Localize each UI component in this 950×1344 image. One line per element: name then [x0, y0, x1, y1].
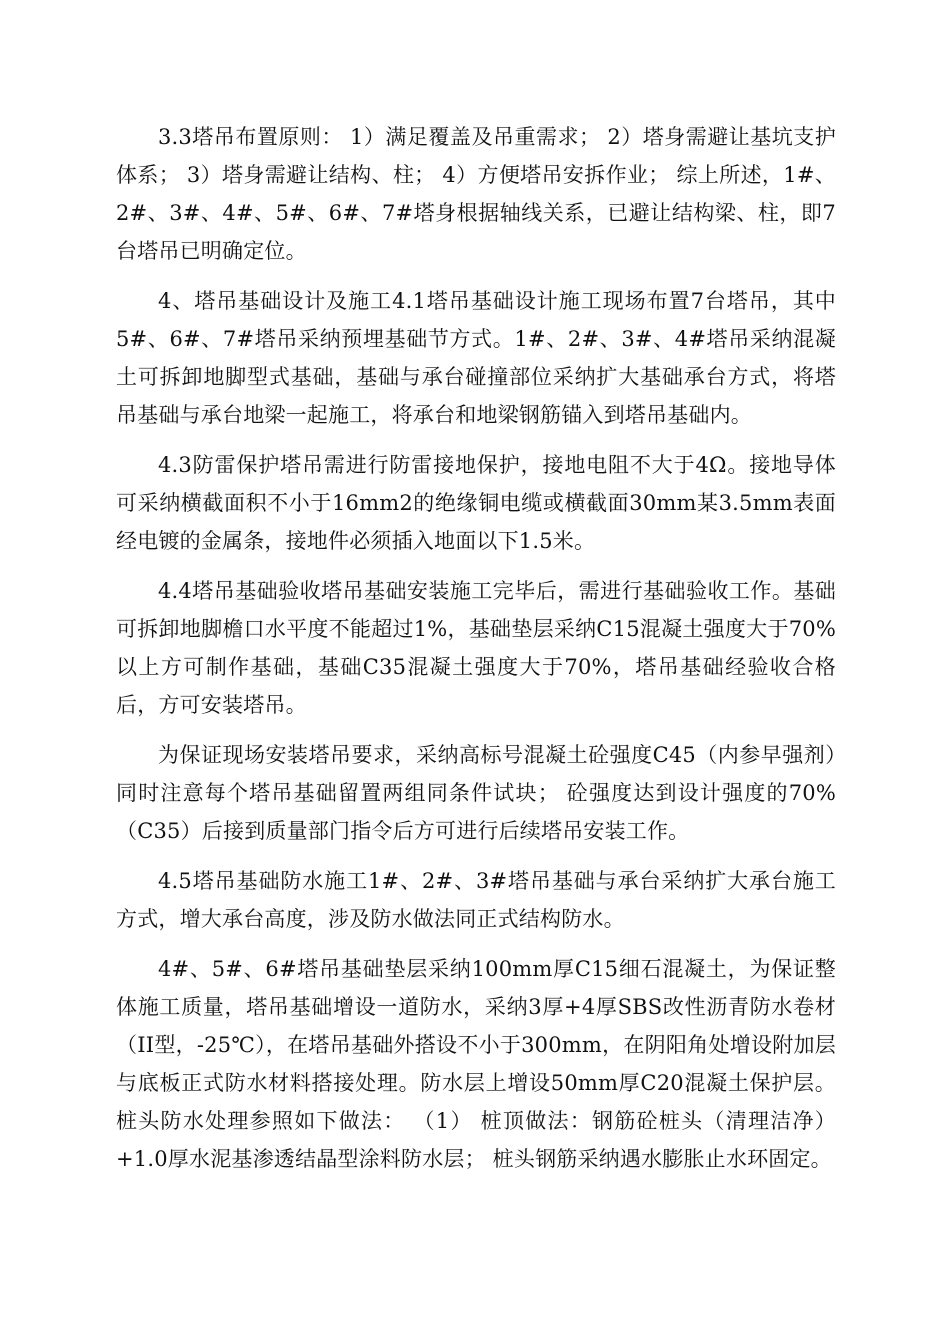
- paragraph-foundation-design-construction: 4、塔吊基础设计及施工4.1塔吊基础设计施工现场布置7台塔吊，其中5#、6#、7#塔吊采纳预埋基础节方式。1#、2#、3#、4#塔吊采纳混凝土可拆卸地脚型式基础，基础与承台碰撞部位采纳扩大基础承台方式，将塔吊基础与承台地梁一起施工，将承台和地梁钢筋锚入到塔吊基础内。: [116, 289, 836, 427]
- paragraph-foundation-waterproofing: 4.5塔吊基础防水施工1#、2#、3#塔吊基础与承台采纳扩大承台施工方式，增大承台高度，涉及防水做法同正式结构防水。: [116, 869, 836, 931]
- paragraph-lightning-protection: 4.3防雷保护塔吊需进行防雷接地保护，接地电阻不大于4Ω。接地导体可采纳横截面积不小于16mm2的绝缘铜电缆或横截面30mm某3.5mm表面经电镀的金属条，接地件必须插入地面以下1.5米。: [116, 453, 836, 553]
- paragraph-foundation-acceptance: 4.4塔吊基础验收塔吊基础安装施工完毕后，需进行基础验收工作。基础可拆卸地脚檐口水平度不能超过1%，基础垫层采纳C15混凝土强度大于70%以上方可制作基础，基础C35混凝土强度大于70%，塔吊基础经验收合格后，方可安装塔吊。: [116, 579, 836, 717]
- paragraph-tower-crane-layout-principles: 3.3塔吊布置原则： 1）满足覆盖及吊重需求； 2）塔身需避让基坑支护体系； 3）塔身需避让结构、柱； 4）方便塔吊安拆作业； 综上所述，1#、2#、3#、4#、5#、6#、7#塔身根据轴线关系，已避让结构梁、柱，即7台塔吊已明确定位。: [116, 125, 836, 263]
- document-body: [116, 118, 836, 1190]
- paragraph-concrete-strength-requirements: 为保证现场安装塔吊要求，采纳高标号混凝土砼强度C45（内参早强剂）同时注意每个塔吊基础留置两组同条件试块； 砼强度达到设计强度的70%（C35）后接到质量部门指令后方可进行后续塔吊安装工作。: [116, 743, 836, 843]
- paragraph-cushion-waterproofing-details: 4#、5#、6#塔吊基础垫层采纳100mm厚C15细石混凝土，为保证整体施工质量，塔吊基础增设一道防水，采纳3厚+4厚SBS改性沥青防水卷材（II型，-25℃），在塔吊基础外搭设不小于300mm，在阴阳角处增设附加层与底板正式防水材料搭接处理。防水层上增设50mm厚C20混凝土保护层。桩头防水处理参照如下做法： （1） 桩顶做法：钢筋砼桩头（清理洁净）+1.0厚水泥基渗透结晶型涂料防水层； 桩头钢筋采纳遇水膨胀止水环固定。: [116, 957, 836, 1171]
